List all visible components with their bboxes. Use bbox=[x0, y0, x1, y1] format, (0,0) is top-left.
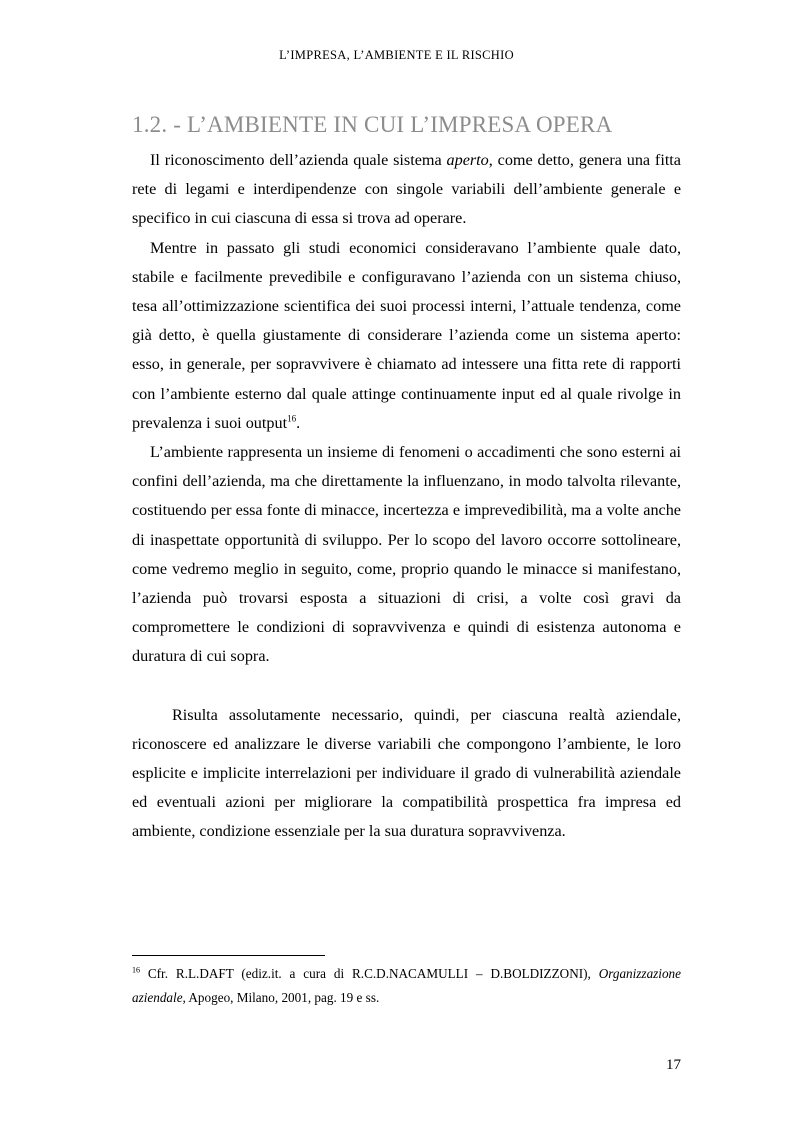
section-title: 1.2. - L’AMBIENTE IN CUI L’IMPRESA OPERA bbox=[132, 112, 613, 137]
footnote-title-italic: Organizzazione aziendale, bbox=[132, 966, 681, 1005]
paragraph-2 bbox=[132, 234, 681, 438]
paragraph-2-end: . bbox=[296, 413, 301, 432]
paragraph-3: L’ambiente rappresenta un insieme di fenomeni o accadimenti che sono esterni ai confini dell’azienda, ma che direttamente la influenzano, in modo talvolta rilevante, costituendo per essa fonte di minacce, incertezza e imprevedibilità, ma a volte anche di inaspettate opportunità di sviluppo. Per lo scopo del lavoro occorre sottolineare, come vedremo meglio in seguito, come, proprio quando le minacce si manifestano, l’azienda può trovarsi esposta a situazioni di crisi, a volte così gravi da compromettere le condizioni di sopravvivenza e quindi di esistenza autonoma e duratura di cui sopra. bbox=[132, 443, 681, 666]
paragraph-1-before: Il riconoscimento dell’azienda quale sistema bbox=[150, 151, 447, 169]
paragraph-4: Risulta assolutamente necessario, quindi, per ciascuna realtà aziendale, riconoscere ed analizzare le diverse variabili che compongono l’ambiente, le loro esplicite e implicite interrelazioni per individuare il grado di vulnerabilità aziendale ed eventuali azioni per migliorare la compatibilità prospettica fra impresa ed ambiente, condizione essenziale per la sua duratura sopravvivenza. bbox=[132, 705, 681, 841]
footnote-reference[interactable]: 16 bbox=[287, 413, 297, 424]
paragraph-2-text: Mentre in passato gli studi economici consideravano l’ambiente quale dato, stabile e facilmente prevedibile e configuravano l’azienda con un sistema chiuso, tesa all’ottimizzazione scientifica dei suoi processi interni, l’attuale tendenza, come già detto, è quella giustamente di considerare l’azienda come un sistema aperto: esso, in generale, per sopravvivere è chiamato ad intessere una fitta rete di rapporti con l’ambiente esterno dal quale attinge continuamente input ed al quale rivolge in prevalenza i suoi output bbox=[132, 238, 681, 432]
footnote-number: 16 bbox=[132, 965, 140, 975]
page-number: 17 bbox=[666, 1057, 681, 1073]
body-content bbox=[132, 112, 681, 847]
paragraph-1-emphasis: aperto bbox=[446, 151, 489, 169]
footnote-text-after: Apogeo, Milano, 2001, pag. 19 e ss. bbox=[185, 989, 380, 1005]
footnote-text-before: Cfr. R.L.DAFT (ediz.it. a cura di R.C.D.NACAMULLI – D.BOLDIZZONI), bbox=[140, 966, 599, 981]
footnote-separator bbox=[132, 955, 325, 956]
footnote bbox=[132, 962, 681, 1009]
running-head: L’IMPRESA, L’AMBIENTE E IL RISCHIO bbox=[279, 48, 514, 62]
paragraph-1 bbox=[132, 146, 681, 234]
paragraph-1-after: , come detto, genera una fitta rete di legami e interdipendenze con singole variabili dell’ambiente generale e specifico in cui ciascuna di essa si trova ad operare. bbox=[132, 151, 681, 228]
